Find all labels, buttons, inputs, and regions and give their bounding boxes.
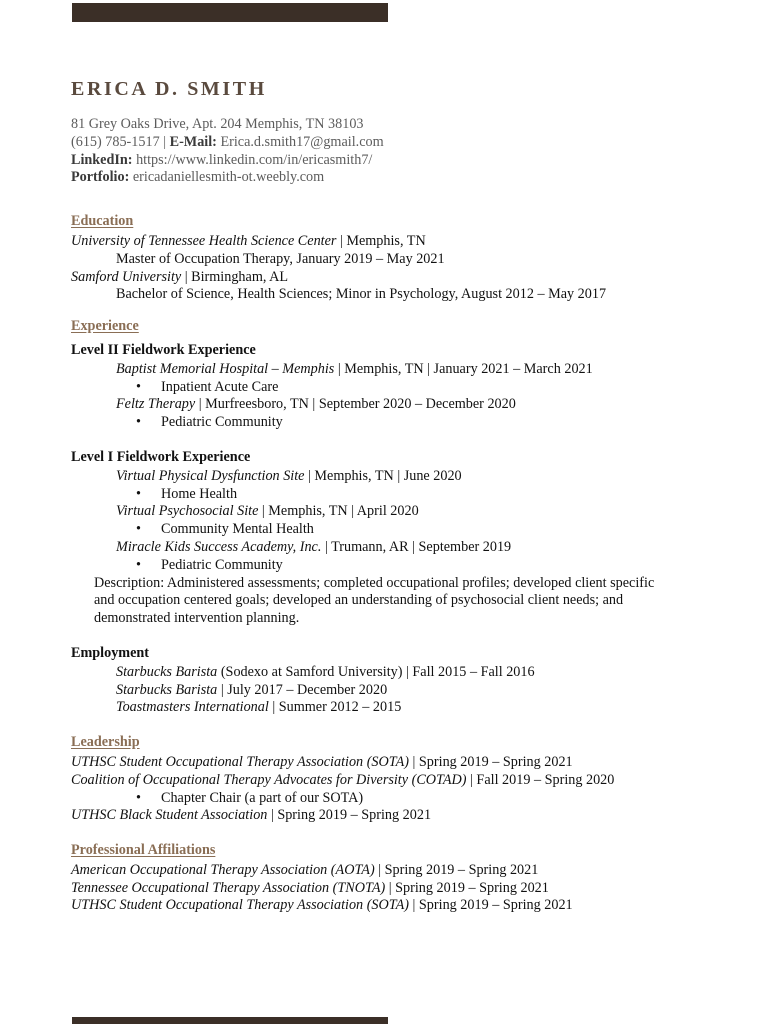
experience-heading: Experience <box>71 318 139 335</box>
org-name: UTHSC Black Student Association <box>71 807 268 824</box>
portfolio-label: Portfolio: <box>71 169 130 186</box>
org-info: | Fall 2019 – Spring 2020 <box>466 771 615 788</box>
contact-block <box>71 116 711 187</box>
site-name: Feltz Therapy <box>116 396 196 413</box>
linkedin-label: LinkedIn: <box>71 151 133 168</box>
org-name: Tennessee Occupational Therapy Association (TNOTA) <box>71 879 386 896</box>
site-name: Virtual Psychosocial Site <box>116 503 259 520</box>
bullet-text: Pediatric Community <box>161 556 283 573</box>
site-info: | Trumann, AR | September 2019 <box>321 538 512 555</box>
fieldwork-site <box>71 503 711 521</box>
affiliation-entry <box>71 862 711 880</box>
phone: (615) 785-1517 <box>71 133 160 150</box>
list-item <box>71 414 711 432</box>
bullet-text: Inpatient Acute Care <box>161 378 279 395</box>
bullet-text: Pediatric Community <box>161 414 283 431</box>
bullet-text: Community Mental Health <box>161 521 314 538</box>
site-info: | Memphis, TN | June 2020 <box>304 467 462 484</box>
fieldwork-site <box>71 361 711 379</box>
org-info: | Spring 2019 – Spring 2021 <box>267 807 432 824</box>
job-info: | Summer 2012 – 2015 <box>268 699 402 716</box>
description-line: demonstrated intervention planning. <box>94 610 300 627</box>
leadership-entry <box>71 754 711 772</box>
job-info: (Sodexo at Samford University) | Fall 2015 – Fall 2016 <box>217 663 535 680</box>
org-name: American Occupational Therapy Association (AOTA) <box>71 861 375 878</box>
fieldwork-site <box>71 539 711 557</box>
list-item <box>71 557 711 575</box>
fieldwork-site <box>71 468 711 486</box>
job-role: Toastmasters International <box>116 699 269 716</box>
level2-heading: Level II Fieldwork Experience <box>71 341 256 358</box>
leadership-heading: Leadership <box>71 734 140 751</box>
list-item <box>71 379 711 397</box>
education-heading: Education <box>71 213 134 230</box>
fieldwork-description <box>71 575 694 628</box>
address: 81 Grey Oaks Drive, Apt. 204 Memphis, TN 38103 <box>71 116 364 132</box>
job-role: Starbucks Barista <box>116 681 218 698</box>
resume-page <box>71 76 711 915</box>
site-info: | Memphis, TN | January 2021 – March 2021 <box>334 360 593 377</box>
portfolio-link[interactable]: ericadaniellesmith-ot.weebly.com <box>132 169 325 186</box>
portfolio-line <box>71 169 711 187</box>
school-name: Samford University <box>71 268 182 285</box>
job-role: Starbucks Barista <box>116 663 218 680</box>
school-location: | Memphis, TN <box>336 232 426 249</box>
school-location: | Birmingham, AL <box>181 268 289 285</box>
top-decorative-bar <box>72 3 388 22</box>
bottom-decorative-bar <box>72 1017 388 1024</box>
education-entry <box>71 269 711 287</box>
affiliations-heading: Professional Affiliations <box>71 842 216 859</box>
list-item <box>71 521 711 539</box>
org-name: Coalition of Occupational Therapy Advocates for Diversity (COTAD) <box>71 771 467 788</box>
description-line: Description: Administered assessments; completed occupational profiles; developed client specific <box>94 574 655 591</box>
job-entry <box>71 664 711 682</box>
list-item <box>71 486 711 504</box>
site-info: | Memphis, TN | April 2020 <box>258 503 419 520</box>
job-entry <box>71 682 711 700</box>
phone-email-line: (615) 785-1517 | E-Mail: Erica.d.smith17@gmail.com <box>71 133 384 150</box>
level1-heading: Level I Fieldwork Experience <box>71 448 251 465</box>
job-info: | July 2017 – December 2020 <box>217 681 388 698</box>
list-item <box>71 790 711 808</box>
linkedin-line <box>71 152 711 170</box>
bullet-text: Home Health <box>161 485 238 502</box>
school-name: University of Tennessee Health Science Center <box>71 232 337 249</box>
email-link[interactable]: Erica.d.smith17@gmail.com <box>220 133 384 150</box>
affiliation-entry <box>71 897 711 915</box>
address-line <box>71 116 711 134</box>
leadership-entry <box>71 772 711 790</box>
site-info: | Murfreesboro, TN | September 2020 – December 2020 <box>195 396 516 413</box>
site-name: Miracle Kids Success Academy, Inc. <box>116 538 322 555</box>
education-entry <box>71 233 711 251</box>
org-info: | Spring 2019 – Spring 2021 <box>408 753 573 770</box>
org-name: UTHSC Student Occupational Therapy Association (SOTA) <box>71 897 409 914</box>
job-entry <box>71 699 711 717</box>
resume-name: ERICA D. SMITH <box>71 78 267 100</box>
site-name: Virtual Physical Dysfunction Site <box>116 467 305 484</box>
degree-detail: Bachelor of Science, Health Sciences; Minor in Psychology, August 2012 – May 2017 <box>116 286 607 303</box>
org-info: | Spring 2019 – Spring 2021 <box>408 897 573 914</box>
org-info: | Spring 2019 – Spring 2021 <box>374 861 539 878</box>
description-line: and occupation centered goals; developed an understanding of psychosocial client needs; and <box>94 592 624 609</box>
degree-detail: Master of Occupation Therapy, January 2019 – May 2021 <box>116 250 445 267</box>
org-name: UTHSC Student Occupational Therapy Association (SOTA) <box>71 753 409 770</box>
affiliation-entry <box>71 880 711 898</box>
employment-heading: Employment <box>71 644 150 661</box>
linkedin-link[interactable]: https://www.linkedin.com/in/ericasmith7/ <box>136 151 373 168</box>
fieldwork-site <box>71 396 711 414</box>
site-name: Baptist Memorial Hospital – Memphis <box>116 360 335 377</box>
leadership-entry <box>71 807 711 825</box>
email-label: E-Mail: <box>169 133 217 150</box>
org-info: | Spring 2019 – Spring 2021 <box>385 879 549 896</box>
bullet-text: Chapter Chair (a part of our SOTA) <box>161 789 364 806</box>
